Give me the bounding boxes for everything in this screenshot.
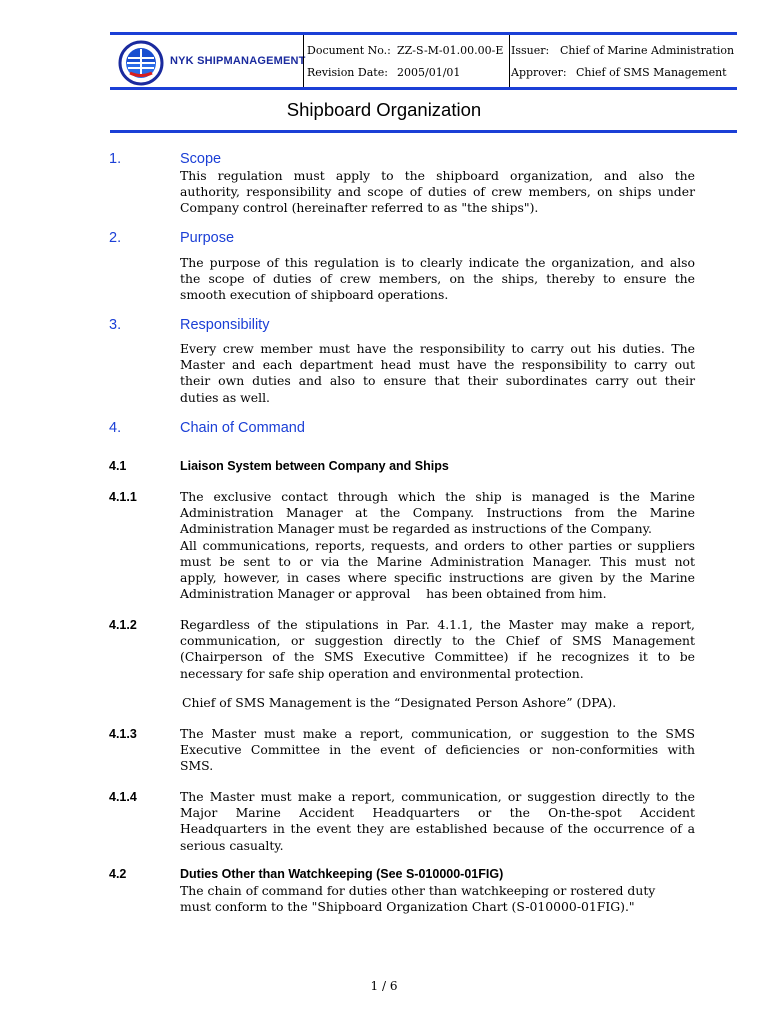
text-line: the scope of duties of crew members, on the ships, thereby to ensure the	[180, 271, 695, 287]
globe-logo-icon	[118, 40, 164, 86]
document-no-label: Document No.:	[307, 44, 391, 57]
approver-label: Approver:	[511, 66, 567, 79]
text-line: Major Marine Accident Headquarters or the On-the-spot Accident	[180, 805, 695, 821]
text-line: Administration Manager or approval has been obtained from him.	[180, 586, 607, 602]
text-line: (Chairperson of the SMS Executive Committee) if he recognizes it to be	[180, 649, 695, 665]
subsection-number: 4.1.3	[109, 727, 137, 741]
text-line: The exclusive contact through which the ship is managed is the Marine	[180, 489, 695, 504]
approver-value: Chief of SMS Management	[576, 66, 727, 79]
text-line: communication, or suggestion directly to the Chief of SMS Management	[180, 633, 695, 649]
text-line: The Master must make a report, communication, or suggestion directly to the	[180, 789, 695, 804]
company-name: NYK SHIPMANAGEMENT	[170, 55, 306, 67]
header-divider	[509, 35, 510, 87]
dpa-note: Chief of SMS Management is the “Designated Person Ashore” (DPA).	[182, 695, 617, 710]
section-heading-responsibility: Responsibility	[180, 317, 270, 333]
text-line: The purpose of this regulation is to clearly indicate the organization, and also	[180, 255, 695, 270]
subsection-number: 4.1.1	[109, 490, 137, 504]
subsection-heading-duties: Duties Other than Watchkeeping (See S-010000-01FIG)	[180, 867, 504, 881]
title-rule	[110, 130, 737, 133]
text-line: Administration Manager at the Company. Instructions from the Marine	[180, 505, 695, 521]
section-heading-chain-of-command: Chain of Command	[180, 420, 305, 436]
subsection-number: 4.1.2	[109, 618, 137, 632]
subsection-body-4-1-3	[180, 726, 695, 775]
text-line: serious casualty.	[180, 837, 284, 853]
header-divider	[303, 35, 304, 87]
section-body-scope	[180, 168, 695, 217]
text-line: The Master must make a report, communication, or suggestion to the SMS	[180, 726, 695, 741]
section-number: 3.	[109, 317, 122, 333]
text-line: Executive Committee in the event of deficiencies or non-conformities with	[180, 742, 695, 758]
revision-date-label: Revision Date:	[307, 66, 388, 79]
text-line: authority, responsibility and scope of duties of crew members, on ships under	[180, 184, 695, 200]
text-line: Master and each department head must have the responsibility to carry out	[180, 357, 695, 373]
subsection-number: 4.2	[109, 867, 127, 881]
text-line: Every crew member must have the responsibility to carry out his duties. The	[180, 341, 695, 356]
subsection-body-4-1-2	[180, 617, 695, 682]
section-heading-scope: Scope	[180, 151, 222, 167]
text-line: must be sent to or via the Marine Administration Manager. This must not	[180, 553, 695, 569]
text-line: The chain of command for duties other than watchkeeping or rostered duty	[180, 883, 656, 898]
subsection-body-4-1-4	[180, 789, 695, 854]
section-number: 4.	[109, 420, 122, 436]
text-line: All communications, reports, requests, and orders to other parties or suppliers	[180, 537, 695, 553]
text-line: necessary for safe ship operation and environmental protection.	[180, 665, 584, 681]
text-line: apply, however, in cases where specific instructions are given by the Marine	[180, 570, 695, 586]
text-line: Headquarters in the event they are established because of the occurrence of a	[180, 821, 695, 837]
document-no-value: ZZ-S-M-01.00.00-E	[397, 44, 504, 57]
page-title: Shipboard Organization	[286, 99, 482, 120]
text-line: Company control (hereinafter referred to as "the ships").	[180, 200, 539, 216]
document-header	[110, 32, 737, 90]
subsection-number: 4.1	[109, 459, 127, 473]
subsection-number: 4.1.4	[109, 790, 137, 804]
section-body-responsibility	[180, 341, 695, 406]
text-line: duties as well.	[180, 389, 270, 405]
section-number: 1.	[109, 151, 122, 167]
section-body-purpose	[180, 255, 695, 304]
text-line: smooth execution of shipboard operations.	[180, 287, 449, 303]
text-line: Administration Manager must be regarded as instructions of the Company.	[180, 521, 652, 537]
text-line: SMS.	[180, 758, 214, 774]
subsection-body-4-1-1	[180, 489, 695, 602]
page-number: 1 / 6	[370, 979, 398, 993]
subsection-heading-liaison: Liaison System between Company and Ships	[180, 459, 449, 473]
issuer-value: Chief of Marine Administration	[560, 44, 735, 57]
text-line: Regardless of the stipulations in Par. 4.1.1, the Master may make a report,	[180, 617, 695, 632]
subsection-body-4-2	[180, 883, 695, 915]
section-heading-purpose: Purpose	[180, 230, 235, 246]
company-logo	[118, 40, 308, 84]
section-number: 2.	[109, 230, 122, 246]
text-line: their own duties and also to ensure that their subordinates carry out their	[180, 373, 695, 389]
text-line: must conform to the "Shipboard Organization Chart (S-010000-01FIG)."	[180, 899, 635, 915]
revision-date-value: 2005/01/01	[397, 66, 461, 79]
text-line: This regulation must apply to the shipboard organization, and also the	[180, 168, 695, 183]
issuer-label: Issuer:	[511, 44, 550, 57]
